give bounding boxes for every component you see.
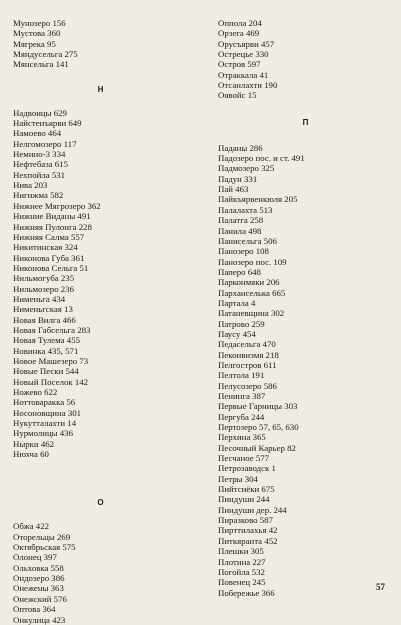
index-entry: Падмозеро 325: [218, 163, 275, 174]
index-entry: Острецье 330: [218, 49, 269, 60]
index-entry: Оппола 204: [218, 18, 262, 28]
index-entry: Пелтола 191: [218, 370, 265, 381]
index-entry: Педасельга 470: [218, 339, 276, 350]
index-entry: Нива 203: [13, 180, 48, 191]
index-entry: Первые Гарницы 303: [218, 401, 298, 412]
index-entry: Нурмолицы 436: [13, 428, 73, 439]
index-entry: Пиразково 587: [218, 515, 273, 526]
section-heading-n: Н: [97, 84, 104, 94]
index-entry: Перхина 365: [218, 432, 266, 443]
index-entry: Носоновщина 301: [13, 407, 82, 418]
entries-group-o: [13, 521, 188, 624]
index-entry: Обжа 422: [13, 521, 49, 532]
index-entry: Нильмозеро 236: [13, 283, 74, 294]
index-entry: Парконмяки 206: [218, 277, 280, 288]
index-entry: Пирттилахья 42: [218, 525, 278, 536]
index-entry: Падозеро пос. и ст. 491: [218, 153, 305, 164]
index-entry: Новая Габсельга 283: [13, 324, 91, 335]
index-entry: Песочный Карьер 82: [218, 442, 296, 453]
index-entry: Ольховка 558: [13, 562, 64, 573]
index-entry: Никонова Сельга 51: [13, 262, 89, 273]
entries-group-n: [13, 108, 188, 460]
entries-group-m: [13, 18, 188, 70]
index-entry: Новая Вилга 466: [13, 314, 76, 325]
index-entry: Новинка 435, 571: [13, 345, 79, 356]
index-entry: Новое Машезеро 73: [13, 355, 89, 366]
index-entry: Новые Пески 544: [13, 366, 79, 377]
index-entry: Нехпойла 531: [13, 169, 66, 180]
index-entry: Плотина 227: [218, 556, 266, 567]
index-entry: Немино-3 334: [13, 149, 66, 160]
index-entry: Мустова 360: [13, 28, 61, 39]
index-entry: Панисельга 506: [218, 235, 277, 246]
index-entry: Нелгомозеро 117: [13, 138, 77, 149]
index-entry: Найстенъярви 649: [13, 118, 82, 129]
index-entry: Пелгостров 611: [218, 359, 277, 370]
index-entry: Пелусозеро 586: [218, 380, 277, 391]
index-entry: Паданы 286: [218, 142, 263, 153]
index-entry: Нижняя Пулонга 228: [13, 221, 92, 232]
index-entry: Парханселька 665: [218, 287, 286, 298]
index-entry: Нименьгская 13: [13, 304, 73, 315]
index-entry: Онкулица 423: [13, 614, 66, 625]
index-entry: Онежены 363: [13, 583, 64, 594]
index-entry: Оптова 364: [13, 604, 56, 615]
index-entry: Пайкъярвенкюля 205: [218, 194, 298, 205]
index-entry: Онежский 576: [13, 593, 67, 604]
entries-group-p: [218, 143, 393, 598]
index-entry: Пеконвиэмя 218: [218, 349, 279, 360]
page-number: 57: [376, 582, 385, 592]
index-entry: Панозеро пос. 109: [218, 256, 287, 267]
index-entry: Нижняя Салма 557: [13, 231, 85, 242]
index-entry: Палатга 258: [218, 215, 264, 226]
index-entry: Нименьга 434: [13, 293, 66, 304]
index-entry: Петры 304: [218, 473, 258, 484]
right-column: [218, 18, 393, 598]
index-entry: Мунозеро 156: [13, 18, 66, 28]
index-entry: Отсанлахти 190: [218, 80, 278, 91]
section-heading-o: О: [97, 498, 104, 508]
index-entry: Новая Тулема 455: [13, 335, 80, 346]
index-entry: Повенец 245: [218, 577, 266, 588]
index-entry: Паперо 648: [218, 266, 261, 277]
index-entry: Патаневщина 302: [218, 308, 285, 319]
index-entry: Ножево 622: [13, 387, 58, 397]
index-entry: Панозеро 108: [218, 246, 269, 257]
index-entry: Патрово 259: [218, 318, 265, 329]
index-entry: Нижнее Мягрозеро 362: [13, 200, 101, 211]
index-entry: Падун 331: [218, 173, 258, 184]
index-entry: Никонова Губа 361: [13, 252, 85, 263]
index-entry: Оторельцы 269: [13, 531, 71, 542]
index-entry: Пенинга 387: [218, 391, 266, 401]
index-entry: Плешки 305: [218, 546, 264, 557]
index-entry: Нукутталахти 14: [13, 418, 77, 429]
index-entry: Нигижма 582: [13, 190, 64, 201]
index-entry: Нефтебаза 615: [13, 159, 68, 170]
index-entry: Орзега 469: [218, 28, 260, 39]
index-entry: Пиндуши 244: [218, 494, 270, 505]
index-entry: Петрозаводск 1: [218, 463, 276, 474]
index-entry: Палалахта 513: [218, 204, 273, 215]
index-entry: Никитинская 324: [13, 242, 78, 253]
index-entry: Остров 597: [218, 59, 261, 70]
index-entry: Питкяранта 452: [218, 535, 278, 546]
index-entry: Паусу 454: [218, 328, 256, 339]
entries-group-o-cont: [218, 18, 393, 101]
index-entry: Орусъярви 457: [218, 38, 275, 49]
index-entry: Нюхча 60: [13, 449, 49, 460]
index-entry: Нильмогуба 235: [13, 273, 75, 284]
index-entry: Мяндусельга 275: [13, 49, 78, 60]
index-entry: Ондозеро 386: [13, 573, 65, 584]
index-entry: Нырки 462: [13, 438, 55, 449]
index-entry: Ноттоваракка 56: [13, 397, 76, 408]
index-entry: Намоево 464: [13, 128, 62, 139]
index-entry: Погойла 532: [218, 566, 265, 577]
section-heading-p: П: [302, 117, 309, 127]
index-entry: Песчаное 577: [218, 453, 270, 464]
index-entry: Отраккала 41: [218, 69, 269, 80]
index-entry: Олонец 397: [13, 552, 57, 563]
index-entry: Надвоицы 629: [13, 107, 67, 118]
left-column: [13, 18, 188, 625]
index-entry: Пай 463: [218, 184, 249, 195]
index-entry: Пертозеро 57, 65, 630: [218, 422, 299, 433]
index-entry: Панила 498: [218, 225, 262, 236]
index-entry: Партала 4: [218, 297, 256, 308]
index-entry: Мягрека 95: [13, 38, 56, 49]
index-entry: Новый Поселок 142: [13, 376, 89, 387]
index-entry: Пийтсиёки 675: [218, 484, 275, 495]
index-entry: Нижние Виданы 491: [13, 211, 91, 222]
index-entry: Оявойс 15: [218, 90, 257, 101]
index-entry: Пергуба 244: [218, 411, 265, 422]
index-entry: Мянсельга 141: [13, 59, 69, 70]
index-entry: Побережье 366: [218, 587, 275, 598]
index-entry: Пиндуши дер. 244: [218, 504, 287, 515]
index-entry: Октябрьская 575: [13, 542, 76, 553]
